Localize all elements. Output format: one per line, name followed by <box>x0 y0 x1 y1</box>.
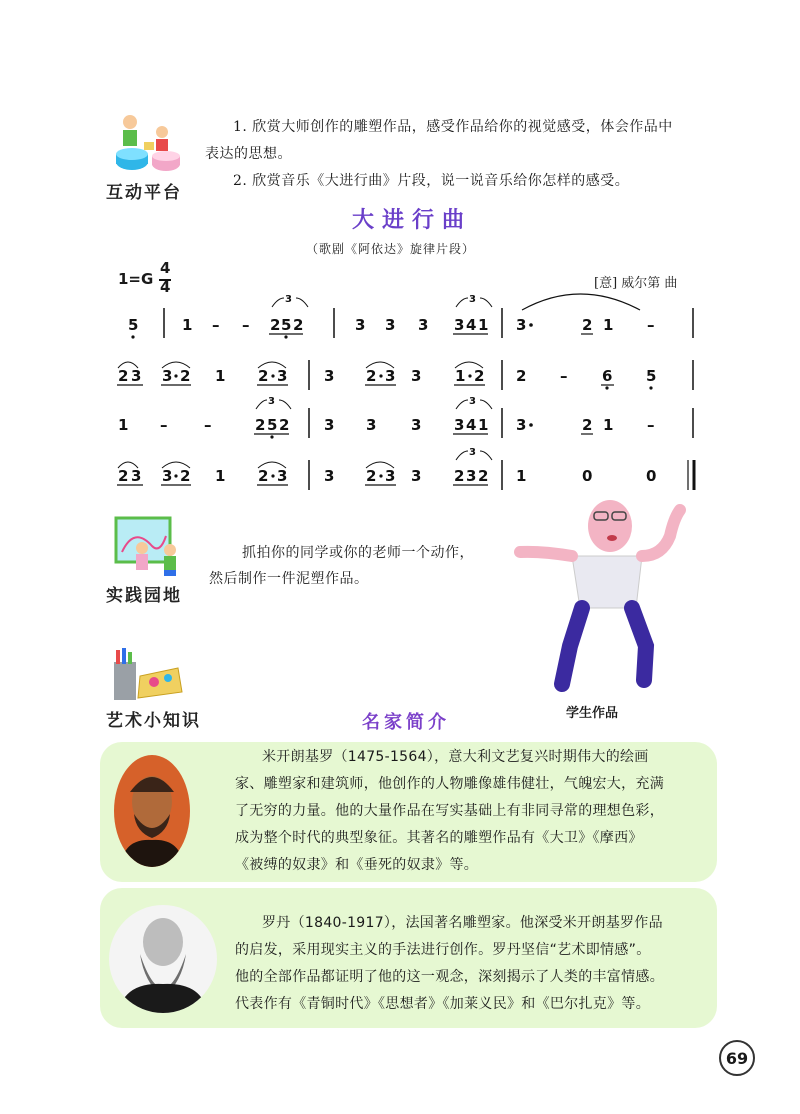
svg-text:–: – <box>212 316 220 334</box>
svg-text:3: 3 <box>411 367 422 385</box>
svg-text:5: 5 <box>281 316 292 334</box>
svg-text:4: 4 <box>466 416 477 434</box>
clay-sculpture-image <box>512 496 702 696</box>
song-title: 大进行曲 <box>352 208 473 233</box>
svg-text:2: 2 <box>279 416 290 434</box>
svg-text:1: 1 <box>603 416 614 434</box>
practice-line-1: 抓拍你的同学或你的老师一个动作， <box>242 545 474 561</box>
interact-item-1a: 1. 欣赏大师创作的雕塑作品，感受作品给你的视觉感受，体会作品中 <box>233 119 673 135</box>
score-row-1 <box>128 294 693 339</box>
photo-caption: 学生作品 <box>566 706 619 721</box>
svg-text:2: 2 <box>270 316 281 334</box>
rodin-portrait <box>108 902 218 1016</box>
svg-text:–: – <box>160 416 168 434</box>
svg-text:3: 3 <box>355 316 366 334</box>
score-row-3 <box>118 396 693 439</box>
svg-text:–: – <box>647 316 655 334</box>
svg-text:3: 3 <box>366 416 377 434</box>
michelangelo-line-1: 米开朗基罗（1475-1564），意大利文艺复兴时期伟大的绘画 <box>262 749 649 765</box>
composer: [意] 威尔第 曲 <box>594 276 678 291</box>
svg-text:3: 3 <box>131 467 142 485</box>
svg-text:2: 2 <box>454 467 465 485</box>
svg-text:–: – <box>242 316 250 334</box>
svg-text:2: 2 <box>516 367 527 385</box>
svg-text:1: 1 <box>516 467 527 485</box>
svg-text:–: – <box>560 367 568 385</box>
svg-text:1: 1 <box>182 316 193 334</box>
svg-text:2: 2 <box>258 367 269 385</box>
svg-text:2: 2 <box>478 467 489 485</box>
svg-text:3: 3 <box>516 416 527 434</box>
song-subtitle: （歌剧《阿依达》旋律片段） <box>306 242 476 256</box>
svg-text:3: 3 <box>324 467 335 485</box>
svg-text:–: – <box>204 416 212 434</box>
svg-text:1: 1 <box>215 367 226 385</box>
svg-text:3: 3 <box>516 316 527 334</box>
svg-text:2: 2 <box>293 316 304 334</box>
interact-item-2: 2. 欣赏音乐《大进行曲》片段，说一说音乐给你怎样的感受。 <box>233 173 630 189</box>
svg-text:1: 1 <box>603 316 614 334</box>
svg-text:3: 3 <box>162 367 173 385</box>
svg-text:3: 3 <box>469 294 476 305</box>
svg-text:2: 2 <box>118 467 129 485</box>
svg-text:3: 3 <box>385 316 396 334</box>
svg-text:2: 2 <box>366 367 377 385</box>
section-label-practice: 实践园地 <box>106 586 182 606</box>
svg-text:1: 1 <box>215 467 226 485</box>
page-number: 69 <box>719 1040 755 1076</box>
svg-text:3: 3 <box>277 467 288 485</box>
svg-text:2: 2 <box>258 467 269 485</box>
svg-text:3: 3 <box>454 416 465 434</box>
svg-text:3: 3 <box>131 367 142 385</box>
interact-item-1b: 表达的思想。 <box>205 146 292 162</box>
time-signature-bottom: 4 <box>160 278 171 296</box>
practice-line-2: 然后制作一件泥塑作品。 <box>209 571 369 587</box>
section-label-interact: 互动平台 <box>106 183 182 203</box>
svg-text:2: 2 <box>582 416 593 434</box>
svg-text:5: 5 <box>128 316 139 334</box>
score-row-2 <box>117 360 693 390</box>
svg-text:2: 2 <box>180 467 191 485</box>
svg-text:3: 3 <box>454 316 465 334</box>
svg-text:4: 4 <box>466 316 477 334</box>
svg-text:2: 2 <box>366 467 377 485</box>
svg-text:0: 0 <box>646 467 657 485</box>
score-row-4 <box>117 447 694 490</box>
michelangelo-portrait <box>112 752 192 870</box>
svg-text:2: 2 <box>118 367 129 385</box>
svg-text:3: 3 <box>268 396 275 407</box>
knowledge-icon <box>110 648 188 704</box>
rodin-line-1: 罗丹（1840-1917），法国著名雕塑家。他深受米开朗基罗作品 <box>262 915 663 931</box>
svg-text:3: 3 <box>385 367 396 385</box>
svg-text:3: 3 <box>324 367 335 385</box>
svg-text:6: 6 <box>602 367 613 385</box>
svg-text:3: 3 <box>162 467 173 485</box>
practice-icon <box>112 516 188 578</box>
michelangelo-line-2: 家、雕塑家和建筑师，他创作的人物雕像雄伟健壮，气魄宏大，充满 <box>235 776 664 792</box>
svg-text:1: 1 <box>455 367 466 385</box>
svg-text:2: 2 <box>582 316 593 334</box>
svg-text:2: 2 <box>180 367 191 385</box>
svg-text:3: 3 <box>385 467 396 485</box>
michelangelo-line-4: 成为整个时代的典型象征。其著名的雕塑作品有《大卫》《摩西》 <box>235 830 643 846</box>
svg-text:3: 3 <box>324 416 335 434</box>
svg-text:3: 3 <box>277 367 288 385</box>
rodin-line-4: 代表作有《青铜时代》《思想者》《加莱义民》和《巴尔扎克》等。 <box>235 996 650 1012</box>
svg-text:3: 3 <box>469 447 476 458</box>
section-label-knowledge: 艺术小知识 <box>106 711 201 731</box>
michelangelo-line-3: 了无穷的力量。他的大量作品在写实基础上有非同寻常的理想色彩， <box>235 803 664 819</box>
svg-text:3: 3 <box>411 416 422 434</box>
jianpu-score <box>0 0 800 500</box>
rodin-line-3: 他的全部作品都证明了他的这一观念，深刻揭示了人类的丰富情感。 <box>235 969 664 985</box>
svg-text:1: 1 <box>478 316 489 334</box>
svg-text:–: – <box>647 416 655 434</box>
svg-text:3: 3 <box>411 467 422 485</box>
svg-text:2: 2 <box>255 416 266 434</box>
svg-text:5: 5 <box>646 367 657 385</box>
svg-text:3: 3 <box>285 294 292 305</box>
key-signature: 1=G <box>118 270 154 288</box>
svg-text:3: 3 <box>469 396 476 407</box>
svg-text:5: 5 <box>267 416 278 434</box>
svg-text:3: 3 <box>418 316 429 334</box>
svg-text:0: 0 <box>582 467 593 485</box>
svg-text:1: 1 <box>118 416 129 434</box>
time-signature-top: 4 <box>160 259 171 277</box>
michelangelo-line-5: 《被缚的奴隶》和《垂死的奴隶》等。 <box>235 857 479 873</box>
masters-title: 名家简介 <box>362 712 450 733</box>
svg-text:2: 2 <box>474 367 485 385</box>
rodin-line-2: 的启发，采用现实主义的手法进行创作。罗丹坚信“艺术即情感”。 <box>235 942 651 958</box>
svg-text:3: 3 <box>466 467 477 485</box>
svg-text:1: 1 <box>478 416 489 434</box>
